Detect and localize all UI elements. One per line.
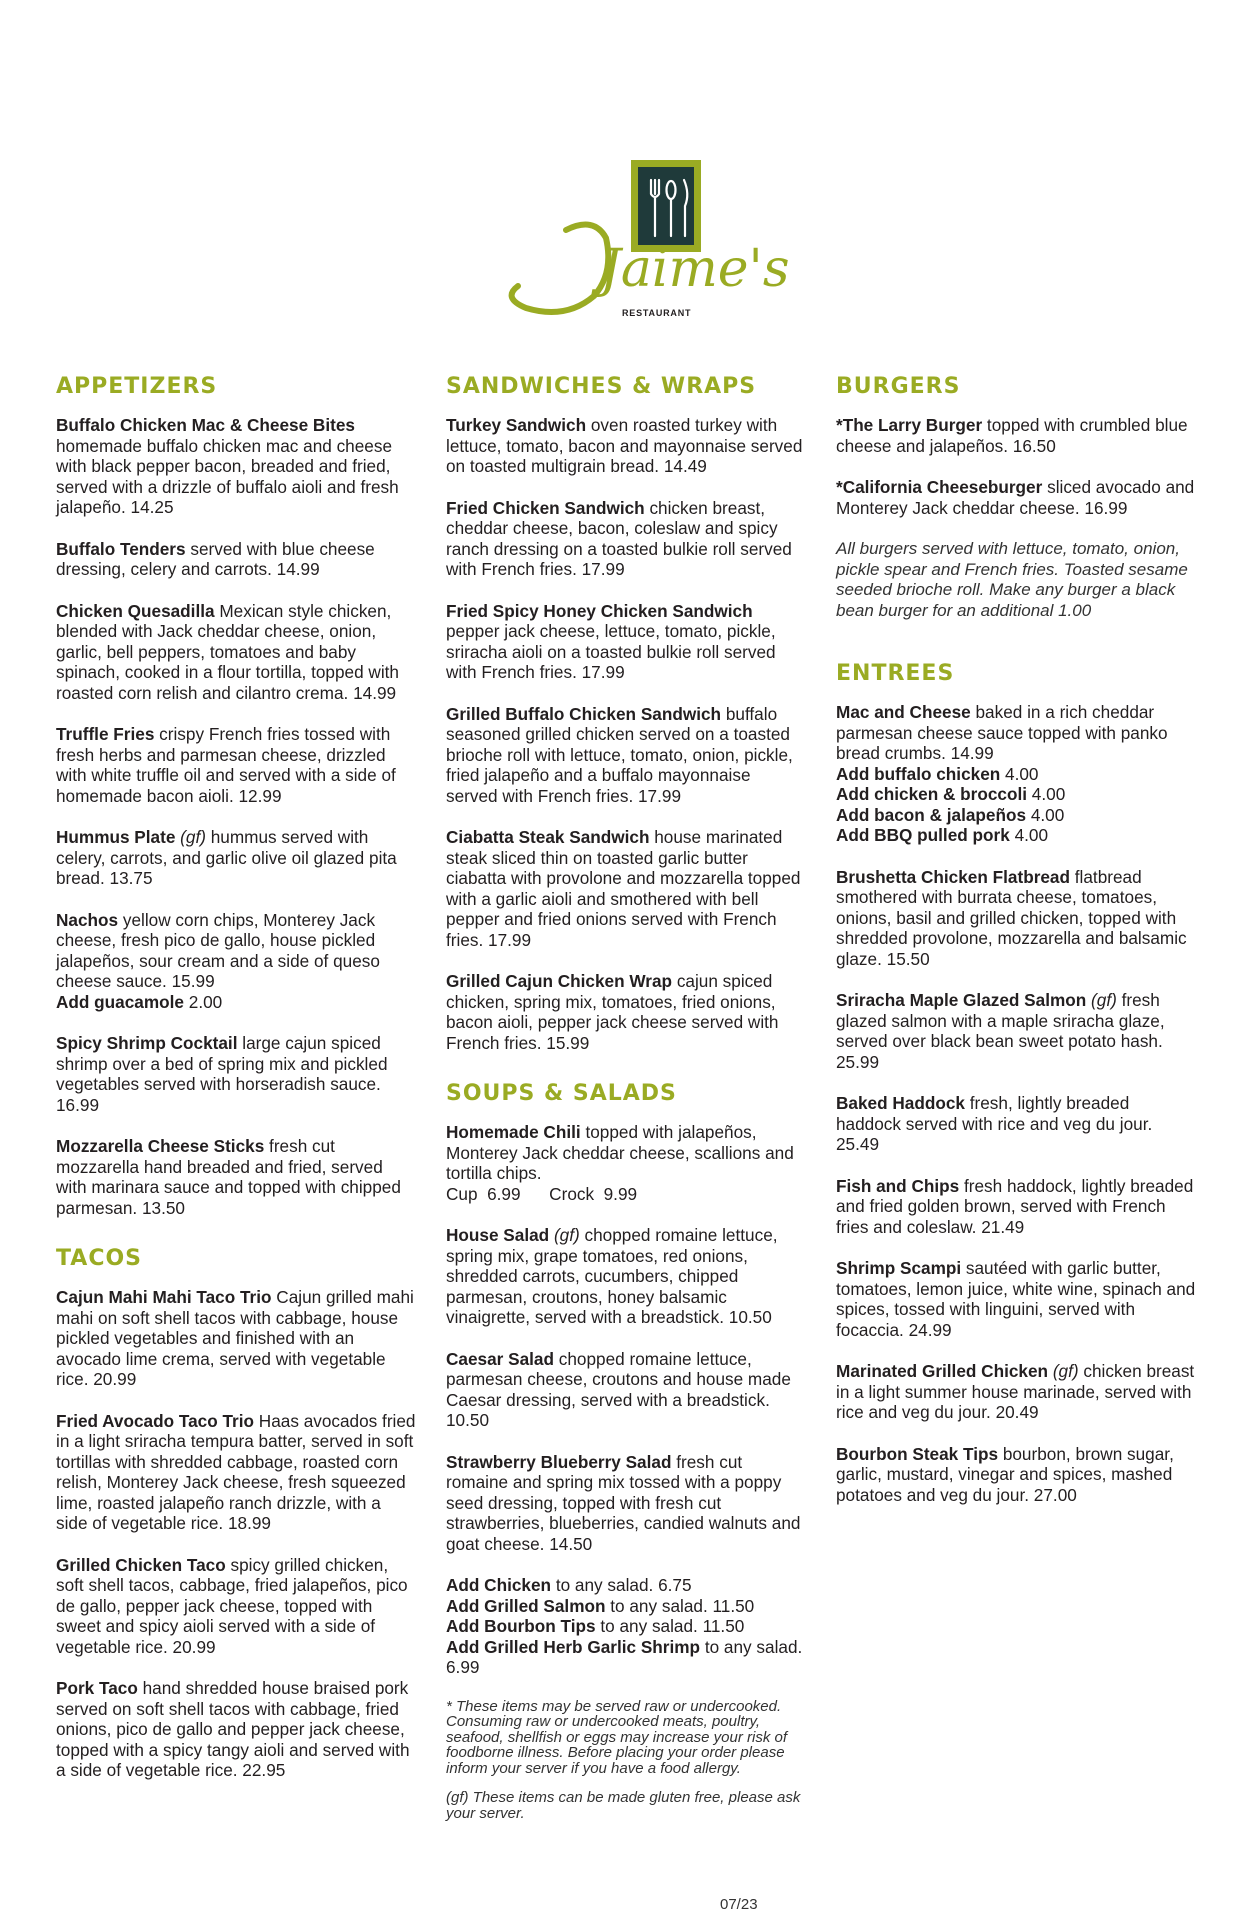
menu-item bbox=[446, 1452, 806, 1555]
section-title: SOUPS & SALADS bbox=[446, 1081, 677, 1106]
menu-column-left bbox=[56, 374, 416, 1809]
addon-row bbox=[446, 1596, 806, 1617]
gluten-free-tag: (gf) bbox=[553, 1225, 580, 1245]
item-desc: baked in a rich cheddar parmesan cheese sauce topped with panko bread crumbs. 14.99 bbox=[836, 702, 1168, 763]
section-burgers bbox=[836, 374, 1196, 621]
item-name: Sriracha Maple Glazed Salmon bbox=[836, 990, 1087, 1010]
item-desc: house marinated steak sliced thin on toasted garlic butter ciabatta with provolone and mozzarella topped with a garlic aioli and smothered with bell pepper and fried onions served with French fries. 17.99 bbox=[446, 827, 801, 950]
menu-column-right bbox=[836, 374, 1196, 1533]
menu-item bbox=[836, 867, 1196, 970]
item-name: Bourbon Steak Tips bbox=[836, 1443, 999, 1464]
section-appetizers bbox=[56, 374, 416, 1218]
item-addon bbox=[56, 992, 416, 1013]
addon-price: 4.00 bbox=[1014, 825, 1049, 845]
item-name: Nachos bbox=[56, 909, 119, 930]
addon-row bbox=[836, 825, 1196, 846]
menu-item bbox=[56, 827, 416, 889]
menu-item bbox=[836, 1176, 1196, 1238]
item-desc: topped with jalapeños, Monterey Jack cheddar cheese, scallions and tortilla chips. bbox=[446, 1122, 794, 1183]
menu-item bbox=[446, 601, 806, 683]
addon-row bbox=[836, 764, 1196, 785]
menu-item bbox=[56, 1555, 416, 1658]
logo-script-text: Jaime's bbox=[600, 239, 790, 299]
addon-name: Add Grilled Herb Garlic Shrimp bbox=[446, 1636, 701, 1657]
gluten-free-tag: (gf) bbox=[1091, 990, 1117, 1010]
item-desc: pepper jack cheese, lettuce, tomato, pickle, sriracha aioli on a toasted bulkie roll served with French fries. 17.99 bbox=[446, 621, 776, 682]
addon-row bbox=[446, 1575, 806, 1596]
menu-item bbox=[836, 1258, 1196, 1340]
item-name: Grilled Cajun Chicken Wrap bbox=[446, 971, 673, 991]
menu-item bbox=[56, 1411, 416, 1534]
item-name: Homemade Chili bbox=[446, 1122, 581, 1142]
menu-item bbox=[56, 1678, 416, 1781]
item-desc: bourbon, brown sugar, garlic, mustard, vinegar and spices, mashed potatoes and veg du jour. 27.00 bbox=[836, 1443, 1174, 1505]
addon-name: Add Grilled Salmon bbox=[446, 1595, 606, 1616]
item-desc: chicken breast, cheddar cheese, bacon, coleslaw and spicy ranch dressing on a toasted bulkie roll served with French fries. 17.99 bbox=[446, 497, 792, 579]
item-desc: fresh cut romaine and spring mix tossed with a poppy seed dressing, topped with fresh cut strawberries, blueberries, candied walnuts and goat cheese. 14.50 bbox=[446, 1451, 801, 1554]
menu-item bbox=[56, 539, 416, 580]
addon-detail: to any salad. 6.99 bbox=[446, 1636, 803, 1677]
item-name: Ciabatta Steak Sandwich bbox=[446, 827, 650, 847]
item-desc: chopped romaine lettuce, parmesan cheese, croutons and house made Caesar dressing, served with a breadstick. 10.50 bbox=[446, 1348, 791, 1430]
menu-item bbox=[56, 1287, 416, 1390]
menu-item bbox=[56, 601, 416, 704]
item-desc: Cajun grilled mahi mahi on soft shell tacos with cabbage, house pickled vegetables and finished with an avocado lime crema, served with vegetable rice. 20.99 bbox=[56, 1287, 414, 1389]
section-title: APPETIZERS bbox=[56, 374, 218, 399]
addon-price: 4.00 bbox=[1030, 804, 1065, 825]
gluten-free-tag: (gf) bbox=[1052, 1361, 1079, 1381]
item-desc: fresh glazed salmon with a maple sriracha glaze, served over black bean sweet potato hash. 25.99 bbox=[836, 990, 1165, 1072]
item-name: Marinated Grilled Chicken bbox=[836, 1361, 1049, 1381]
item-desc: topped with crumbled blue cheese and jalapeños. 16.50 bbox=[836, 415, 1188, 456]
logo-subtitle: RESTAURANT bbox=[622, 308, 692, 318]
item-name: Hummus Plate bbox=[56, 827, 176, 847]
section-title: SANDWICHES & WRAPS bbox=[446, 374, 757, 399]
item-name: *California Cheeseburger bbox=[836, 477, 1043, 497]
addon-name: Add BBQ pulled pork bbox=[836, 825, 1010, 845]
addon-price: 4.00 bbox=[1005, 763, 1039, 784]
item-desc: served with blue cheese dressing, celery and carrots. 14.99 bbox=[56, 538, 375, 579]
item-name: Fried Spicy Honey Chicken Sandwich bbox=[446, 600, 753, 621]
item-desc: chopped romaine lettuce, spring mix, grape tomatoes, red onions, shredded carrots, cucumbers, chipped parmesan, croutons, honey balsamic vinaigrette, served with a breadstick. 10.50 bbox=[446, 1225, 778, 1327]
salad-addons bbox=[446, 1575, 806, 1678]
addon-row bbox=[836, 784, 1196, 805]
item-desc: fresh haddock, lightly breaded and fried golden brown, served with French fries and coleslaw. 21.49 bbox=[836, 1175, 1194, 1237]
item-name: Turkey Sandwich bbox=[446, 415, 587, 435]
menu-item bbox=[446, 415, 806, 477]
item-desc: Mexican style chicken, blended with Jack cheddar cheese, onion, garlic, bell peppers, tomatoes and baby spinach, cooked in a flour tortilla, topped with roasted corn relish and cilantro crema. 14.99 bbox=[56, 600, 399, 703]
addon-detail: to any salad. 6.75 bbox=[555, 1575, 692, 1595]
section-tacos bbox=[56, 1246, 416, 1781]
addon-row bbox=[446, 1616, 806, 1637]
item-name: Cajun Mahi Mahi Taco Trio bbox=[56, 1287, 272, 1307]
addon-name: Add Chicken bbox=[446, 1575, 552, 1595]
menu-date: 07/23 bbox=[720, 1896, 758, 1913]
addon-row bbox=[446, 1637, 806, 1678]
menu-item bbox=[446, 1349, 806, 1431]
item-desc: large cajun spiced shrimp over a bed of spring mix and pickled vegetables served with horseradish sauce. 16.99 bbox=[56, 1033, 388, 1115]
menu-column-middle bbox=[446, 374, 806, 1849]
item-desc: hummus served with celery, carrots, and garlic olive oil glazed pita bread. 13.75 bbox=[56, 827, 397, 888]
menu-item bbox=[836, 990, 1196, 1072]
item-name: Mac and Cheese bbox=[836, 702, 971, 722]
menu-item bbox=[56, 415, 416, 518]
menu-item bbox=[446, 1122, 806, 1204]
section-soups-salads bbox=[446, 1081, 806, 1821]
addon-name: Add chicken & broccoli bbox=[836, 784, 1028, 804]
addon-detail: to any salad. 11.50 bbox=[600, 1616, 745, 1636]
section-title: TACOS bbox=[56, 1246, 143, 1271]
item-desc: Haas avocados fried in a light sriracha tempura batter, served in soft tortillas with shredded cabbage, roasted corn relish, Monterey Jack cheese, fresh squeezed lime, roasted jalapeño ranch drizzle, with a side of vegetable rice. 18.99 bbox=[56, 1410, 416, 1533]
item-desc: sliced avocado and Monterey Jack cheddar cheese. 16.99 bbox=[836, 477, 1195, 518]
item-desc: sautéed with garlic butter, tomatoes, lemon juice, white wine, spinach and spices, tossed with linguini, served with focaccia. 24.99 bbox=[836, 1258, 1196, 1340]
item-name: Buffalo Chicken Mac & Cheese Bites bbox=[56, 415, 355, 435]
item-name: Fried Chicken Sandwich bbox=[446, 497, 645, 518]
item-name: Shrimp Scampi bbox=[836, 1258, 962, 1278]
item-desc: cajun spiced chicken, spring mix, tomatoes, fried onions, bacon aioli, pepper jack cheese served with French fries. 15.99 bbox=[446, 971, 779, 1053]
menu-item bbox=[446, 704, 806, 807]
item-desc: yellow corn chips, Monterey Jack cheese, fresh pico de gallo, house pickled jalapeños, sour cream and a side of queso cheese sauce. 15.99 bbox=[56, 909, 380, 991]
addon-price: 2.00 bbox=[188, 991, 223, 1012]
burger-note: All burgers served with lettuce, tomato, onion, pickle spear and French fries. Toasted sesame seeded brioche roll. Make any burger a black bean burger for an additional 1.00 bbox=[836, 539, 1188, 620]
item-name: Pork Taco bbox=[56, 1678, 138, 1698]
item-name: Strawberry Blueberry Salad bbox=[446, 1451, 672, 1472]
menu-item bbox=[446, 1225, 806, 1328]
section-title: ENTREES bbox=[836, 661, 955, 686]
item-name: Buffalo Tenders bbox=[56, 538, 186, 559]
item-desc: fresh cut mozzarella hand breaded and fried, served with marinara sauce and topped with chipped parmesan. 13.50 bbox=[56, 1136, 401, 1218]
addon-name: Add Bourbon Tips bbox=[446, 1616, 596, 1636]
menu-item bbox=[836, 415, 1196, 456]
item-desc: hand shredded house braised pork served on soft shell tacos with cabbage, fried onions, pico de gallo and pepper jack cheese, topped with a spicy tangy aioli and served with a side of vegetable rice. 22.95 bbox=[56, 1678, 410, 1780]
item-desc: fresh, lightly breaded haddock served with rice and veg du jour. 25.49 bbox=[836, 1093, 1153, 1154]
item-name: Grilled Chicken Taco bbox=[56, 1554, 226, 1575]
menu-item bbox=[836, 1444, 1196, 1506]
menu-item bbox=[56, 1136, 416, 1218]
item-name: Fried Avocado Taco Trio bbox=[56, 1410, 255, 1431]
menu-item bbox=[836, 1093, 1196, 1155]
menu-item bbox=[56, 910, 416, 1013]
item-name: Chicken Quesadilla bbox=[56, 600, 215, 621]
item-name: *The Larry Burger bbox=[836, 415, 983, 435]
item-name: Brushetta Chicken Flatbread bbox=[836, 866, 1070, 887]
addon-name: Add bacon & jalapeños bbox=[836, 804, 1027, 825]
section-title: BURGERS bbox=[836, 374, 961, 399]
item-name: Mozzarella Cheese Sticks bbox=[56, 1136, 265, 1156]
item-desc: spicy grilled chicken, soft shell tacos, cabbage, fried jalapeños, pico de gallo, pepper jack cheese, topped with sweet and spicy aioli served with a side of vegetable rice. 20.99 bbox=[56, 1554, 408, 1657]
item-name: Baked Haddock bbox=[836, 1093, 965, 1113]
menu-item bbox=[446, 971, 806, 1053]
gluten-free-note: (gf) These items can be made gluten free, please ask your server. bbox=[446, 1789, 801, 1822]
addon-detail: to any salad. 11.50 bbox=[610, 1595, 755, 1616]
item-name: Fish and Chips bbox=[836, 1175, 960, 1196]
item-desc: flatbread smothered with burrata cheese, tomatoes, onions, basil and grilled chicken, topped with shredded provolone, mozzarella and balsamic glaze. 15.50 bbox=[836, 866, 1187, 969]
addon-name: Add guacamole bbox=[56, 991, 184, 1012]
menu-item bbox=[446, 498, 806, 580]
menu-item bbox=[56, 724, 416, 806]
restaurant-logo bbox=[496, 158, 790, 328]
item-name: Spicy Shrimp Cocktail bbox=[56, 1033, 238, 1053]
menu-item bbox=[836, 477, 1196, 518]
item-name: Truffle Fries bbox=[56, 724, 155, 744]
addon-price: 4.00 bbox=[1031, 784, 1066, 804]
item-name: House Salad bbox=[446, 1225, 550, 1245]
menu-item bbox=[836, 1361, 1196, 1423]
item-desc: chicken breast in a light summer house marinade, served with rice and veg du jour. 20.49 bbox=[836, 1361, 1195, 1422]
menu-item bbox=[56, 1033, 416, 1115]
raw-food-disclaimer: * These items may be served raw or undercooked. Consuming raw or undercooked meats, poultry, seafood, shellfish or eggs may increase your risk of foodborne illness. Before placing your order please inform your server if you have a food allergy. bbox=[446, 1697, 787, 1777]
item-name: Caesar Salad bbox=[446, 1348, 554, 1369]
logo-graphic bbox=[496, 158, 790, 328]
menu-item bbox=[836, 702, 1196, 846]
section-entrees bbox=[836, 661, 1196, 1505]
item-desc: homemade buffalo chicken mac and cheese with black pepper bacon, breaded and fried, served with a drizzle of buffalo aioli and fresh jalapeño. 14.25 bbox=[56, 435, 399, 517]
gluten-free-tag: (gf) bbox=[180, 827, 206, 847]
item-prices: Cup 6.99 Crock 9.99 bbox=[446, 1183, 638, 1204]
addon-name: Add buffalo chicken bbox=[836, 763, 1001, 784]
item-desc: crispy French fries tossed with fresh herbs and parmesan cheese, drizzled with white truffle oil and served with a side of homemade bacon aioli. 12.99 bbox=[56, 724, 396, 806]
item-name: Grilled Buffalo Chicken Sandwich bbox=[446, 703, 722, 724]
section-sandwiches-wraps bbox=[446, 374, 806, 1053]
item-desc: buffalo seasoned grilled chicken served on a toasted brioche roll with lettuce, tomato, onion, pickle, fried jalapeño and a buffalo mayonnaise served with French fries. 17.99 bbox=[446, 703, 793, 806]
item-desc: oven roasted turkey with lettuce, tomato, bacon and mayonnaise served on toasted multigrain bread. 14.49 bbox=[446, 415, 803, 476]
menu-item bbox=[446, 827, 806, 950]
addon-row bbox=[836, 805, 1196, 826]
